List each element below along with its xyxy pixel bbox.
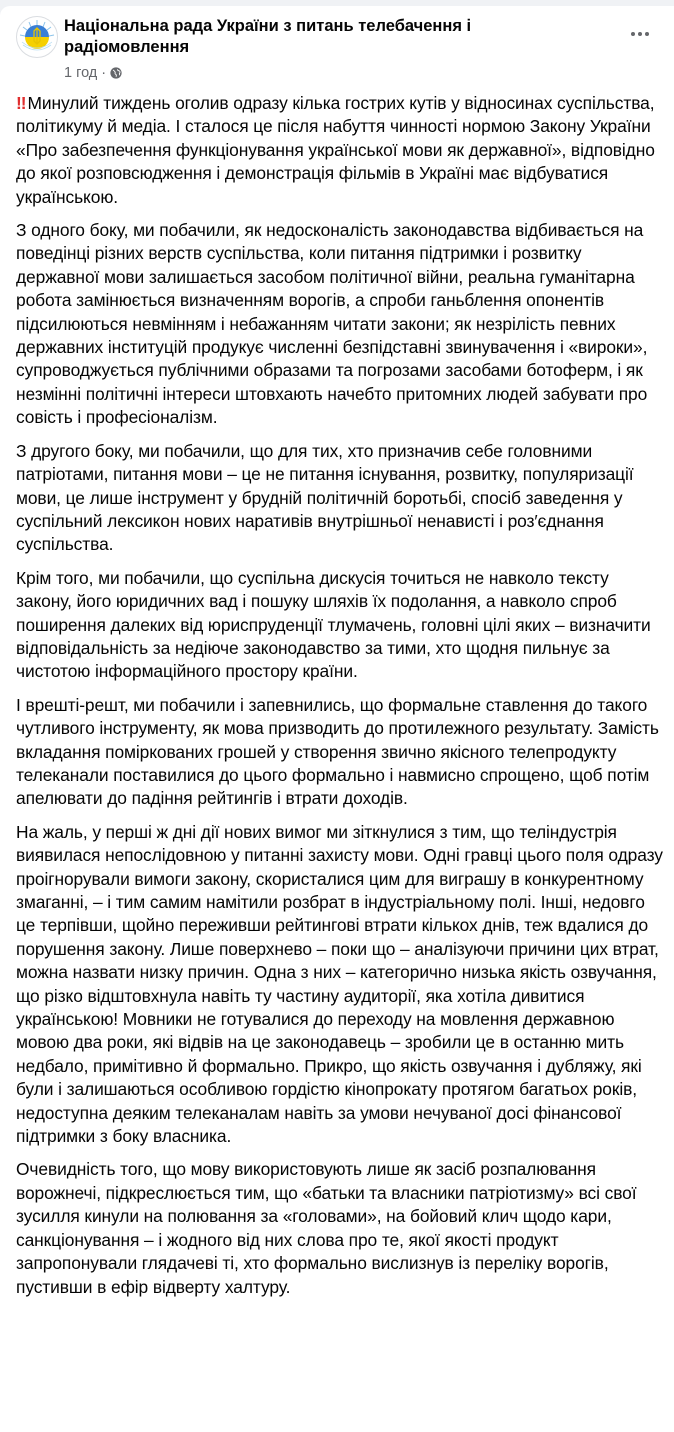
double-exclamation-icon: ‼ [16, 93, 25, 113]
globe-icon[interactable] [110, 67, 122, 79]
more-dot-icon [638, 32, 642, 36]
more-options-button[interactable] [622, 22, 658, 46]
post-paragraph: І врешті-решт, ми побачили і запевнились, що формальне ставлення до такого чутливого інструменту, як мова призводить до протилежного результату. Замість вкладання поміркованих грошей у створення звично якісного телепродукту телеканали поставилися до цього формально і навмисно спрощено, щоб потім апелювати до падіння рейтингів і втрати доходів. [16, 694, 659, 809]
post-card [0, 6, 674, 1432]
post-body [16, 92, 664, 1309]
more-dot-icon [645, 32, 649, 36]
more-dot-icon [631, 32, 635, 36]
post-header [16, 16, 658, 86]
post-paragraph: З другого боку, ми побачили, що для тих, хто призначив себе головними патріотами, питання мови – це не питання існування, розвитку, популяризації мови, це лише інструмент у брудній політичній боротьбі, спосіб заведення у суспільний лексикон нових наративів внутрішньої ненависті і роз′єднання суспільства. [16, 440, 634, 555]
council-logo-icon [17, 17, 57, 57]
post-paragraph: З одного боку, ми побачили, як недосконалість законодавства відбивається на поведінці різних верств суспільства, коли питання підтримки і розвитку державної мови залишається засобом політичної війни, реальна гуманітарна робота замінюється визначенням ворогів, а спроби ганьблення опонентів підсилюються невмінням і небажанням читати закони; як незрілість певних державних інституцій продукує численні безпідставні звинувачення і «вироки», супроводжується публічними образами та погрозами засобами ботоферм, і як незмінні політичні інтереси штовхають начебто притомних людей забувати про совість і професіоналізм. [16, 220, 648, 428]
page-avatar[interactable] [16, 16, 58, 58]
post-paragraph: Очевидність того, що мову використовують лише як засіб розпалювання ворожнечі, підкреслюється тим, що «батьки та власники патріотизму» всі свої зусилля кинули на полювання за «головами», на бойовий клич щодо кари, санкціонування – і жодного від них слова про те, якої якості продукт запропонували глядачеві ті, хто формально вислизнув із переліку ворогів, пустивши в ефір відверту халтуру. [16, 1159, 637, 1297]
page-name-link[interactable]: Національна рада України з питань телебачення і радіомовлення [64, 17, 472, 56]
post-paragraph: ‼ Минулий тиждень оголив одразу кілька гострих кутів у відносинах суспільства, політикуму й медіа. І сталося це після набуття чинності нормою Закону України «Про забезпечення функціонування української мови як державної», відповідно до якої розповсюдження і демонстрація фільмів в Україні має відбуватися українською. [16, 93, 655, 207]
meta-separator: · [101, 65, 107, 81]
post-paragraph: Крім того, ми побачили, що суспільна дискусія точиться не навколо тексту закону, його юридичних вад і пошуку шляхів їх подолання, а навколо спроб поширення далеких від юриспруденції тлумачень, головні цілі яких – визначити відповідальність за недіюче законодавство за тими, хто щодня пильнує за чистотою інформаційного простору країни. [16, 567, 651, 682]
post-timestamp-link[interactable]: 1 год [64, 65, 98, 81]
post-meta [64, 65, 122, 81]
post-paragraph: На жаль, у перші ж дні дії нових вимог ми зіткнулися з тим, що теліндустрія виявилася непослідовною у питанні захисту мови. Одні гравці цього поля одразу проігнорували вимоги закону, скористалися цим для виграшу в конкурентному змаганні, – і тим самим намітили розбрат в індустріальному полі. Інші, недовго це терпівши, щойно переживши рейтингові втрати кількох днів, теж вдалися до порушення закону. Лише поверхнево – поки що – аналізуючи причини цих втрат, можна назвати низку причин. Одна з них – категорично низька якість озвучання, що різко відштовхнула навіть ту частину аудиторії, яка хотіла дивитися українською! Мовники не готувалися до переходу на мовлення державною мовою два роки, які відвів на це законодавець – зробили це в останню мить недбало, примітивно й формально. Прикро, що якість озвучання і дубляжу, які були і залишаються особливою гордістю кінопрокату протягом багатьох років, недоступна деяким телеканалам навіть за умови нечуваної досі фінансової підтримки з боку власника. [16, 821, 663, 1147]
